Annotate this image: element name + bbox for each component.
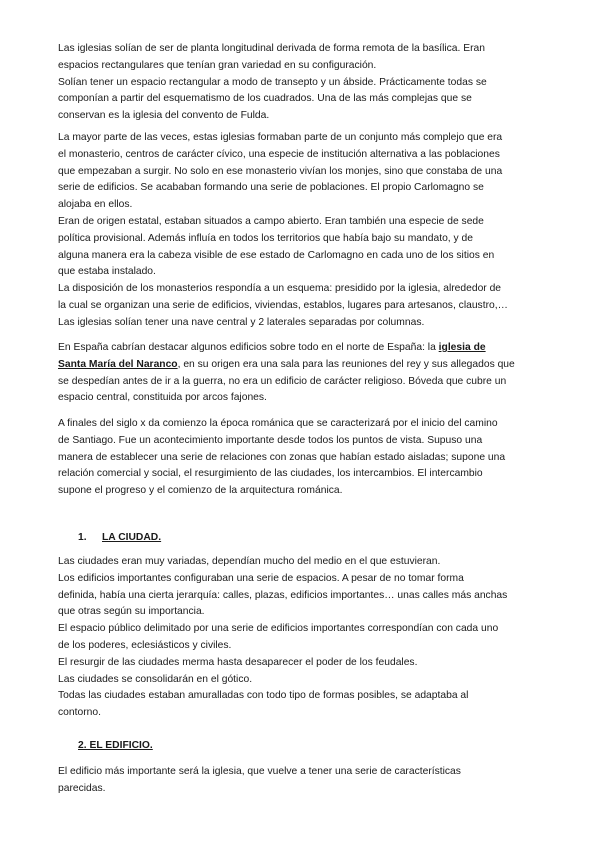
- text-line: Las iglesias solían tener una nave central y 2 laterales separadas por columnas.: [58, 316, 425, 328]
- text-line: la cual se organizan una serie de edificios, viviendas, establos, lugares para artesanos, claustro,…: [58, 299, 508, 311]
- text-line: Las ciudades eran muy variadas, dependían mucho del medio en el que estuvieran.: [58, 556, 441, 567]
- text-line: Todas las ciudades estaban amuralladas con todo tipo de formas posibles, se adaptaba al: [58, 690, 469, 702]
- section-title: 2. EL EDIFICIO.: [78, 740, 153, 751]
- text-line: manera de establecer una serie de relaciones con zonas que habían estado aisladas; supone una: [58, 451, 506, 463]
- text-span: , en su origen era una sala para las reuniones del rey y sus allegados que: [177, 358, 515, 370]
- text-line: Las iglesias solían de ser de planta longitudinal derivada de forma remota de la basílica. Eran: [58, 43, 486, 54]
- text-line: El edificio más importante será la iglesia, que vuelve a tener una serie de características: [58, 766, 461, 777]
- text-line: Eran de origen estatal, estaban situados a campo abierto. Eran también una especie de sede: [58, 215, 484, 227]
- text-line: supone el progreso y el comienzo de la arquitectura románica.: [58, 485, 343, 497]
- section-1-body: [58, 554, 546, 722]
- text-line: La mayor parte de las veces, estas iglesias formaban parte de un conjunto más complejo que era: [58, 132, 503, 143]
- text-line: conservan es la iglesia del convento de Fulda.: [58, 110, 270, 122]
- text-line: componían a partir del esquematismo de los cuadrados. Una de las más complejas que se: [58, 93, 472, 105]
- section-heading-2: [78, 738, 538, 755]
- text-line: definida, había una cierta jerarquía: calles, plazas, edificios importantes… unas calles más anchas: [58, 589, 508, 601]
- naranco-link[interactable]: iglesia de: [438, 342, 486, 353]
- text-line: El resurgir de las ciudades merma hasta desaparecer el poder de los feudales.: [58, 656, 418, 668]
- text-line: La disposición de los monasterios respondía a un esquema: presidido por la iglesia, alrededor de: [58, 283, 502, 295]
- text-line: política provisional. Además influía en todos los territorios que había bajo su mandato, y de: [58, 232, 473, 244]
- text-line: [58, 357, 546, 374]
- text-line: Solían tener un espacio rectangular a modo de transepto y un ábside. Prácticamente todas se: [58, 76, 487, 88]
- text-line: Las ciudades se consolidarán en el gótico.: [58, 673, 253, 685]
- text-line: espacio central, constituida por arcos fajones.: [58, 392, 267, 404]
- text-line: el monasterio, centros de carácter cívico, una especie de institución alternativa a las poblaciones: [58, 148, 500, 160]
- section-number: 1.: [78, 532, 87, 543]
- text-line: alguna manera era la cabeza visible de ese estado de Carlomagno en cada uno de los sitios en: [58, 249, 495, 261]
- text-line: A finales del siglo x da comienzo la época románica que se caracterizará por el inicio del camino: [58, 418, 498, 429]
- section-title-text: LA CIUDAD.: [102, 532, 162, 543]
- text-line: de Santiago. Fue un acontecimiento importante desde todos los puntos de vista. Supuso una: [58, 434, 483, 446]
- section-heading-1: [78, 530, 538, 547]
- text-line: que otras según su importancia.: [58, 606, 205, 618]
- text-line: de los poderes, eclesiásticos y civiles.: [58, 639, 232, 651]
- text-line: se despedían antes de ir a la guerra, no era un edificio de carácter religioso. Bóveda que cubre un: [58, 375, 507, 387]
- text-span: En España cabrían destacar algunos edificios sobre todo en el norte de España: la: [58, 342, 439, 353]
- text-line: [58, 340, 546, 357]
- text-line: Los edificios importantes configuraban una serie de espacios. A pesar de no tomar forma: [58, 572, 464, 584]
- paragraph-2: [58, 130, 546, 332]
- text-line: El espacio público delimitado por una serie de edificios importantes correspondían con cada uno: [58, 623, 499, 635]
- section-title: [78, 530, 538, 547]
- text-line: que estaba instalado.: [58, 266, 156, 278]
- text-line: que empezaban a surgir. No solo en ese monasterio vivían los monjes, sino que constaba de una: [58, 165, 503, 177]
- paragraph-4: [58, 416, 546, 500]
- naranco-link-continued[interactable]: Santa María del Naranco: [58, 358, 178, 370]
- text-line: espacios rectangulares que tenían gran variedad en su configuración.: [58, 59, 377, 71]
- text-line: alojaba en ellos.: [58, 199, 133, 211]
- text-line: contorno.: [58, 707, 101, 719]
- text-line: serie de edificios. Se acababan formando una serie de poblaciones. El propio Carlomagno se: [58, 182, 484, 194]
- section-2-body: [58, 764, 546, 798]
- paragraph-1: [58, 41, 546, 125]
- text-line: relación comercial y social, el resurgimiento de las ciudades, los intercambios. El intercambio: [58, 468, 483, 480]
- text-line: parecidas.: [58, 782, 106, 794]
- paragraph-3: [58, 340, 546, 407]
